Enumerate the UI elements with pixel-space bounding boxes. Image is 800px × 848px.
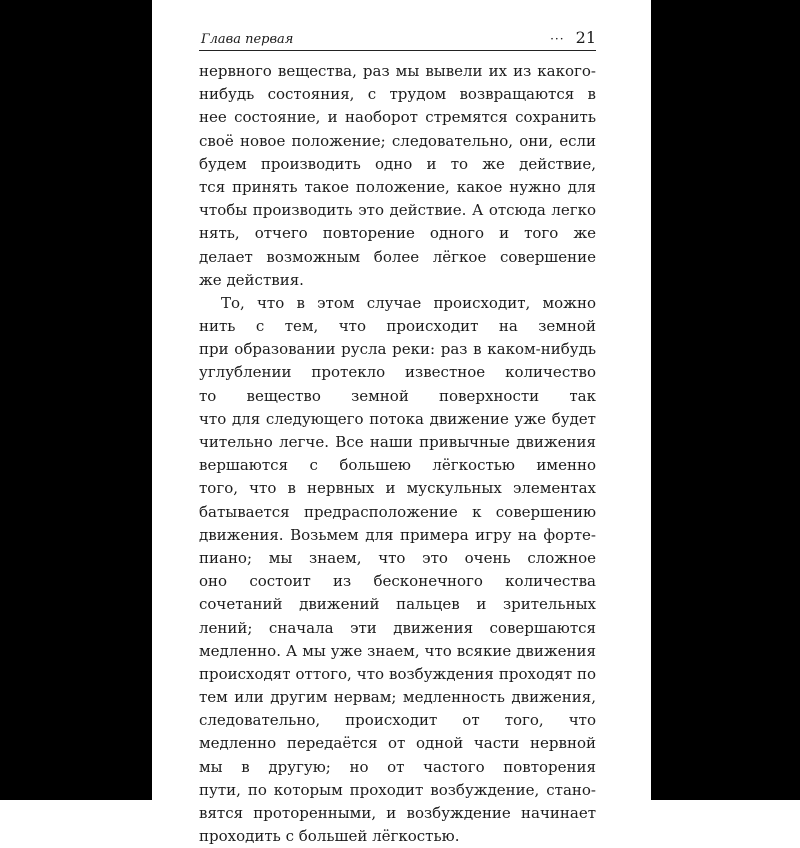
text-line: углублении протекло известное количество [199, 363, 596, 382]
text-line: сочетаний движений пальцев и зрительных [199, 595, 596, 614]
text-line: проходить с большей лёгкостью. [199, 827, 460, 846]
text-line: оно состоит из бесконечного количества [199, 572, 596, 591]
page-edge-left [0, 0, 152, 800]
text-line: делает возможным более лёгкое совершение [199, 247, 596, 266]
page-number-group [550, 28, 596, 47]
paragraph [199, 60, 596, 292]
text-line: нять, отчего повторение одного и того же [199, 224, 596, 243]
text-line: же действия. [199, 270, 304, 289]
page-edge-right [651, 0, 800, 800]
text-line: нервного вещества, раз мы вывели их из какого- [199, 62, 596, 80]
text-line: нее состояние, и наоборот стремятся сохранить [199, 108, 596, 127]
text-line: чительно легче. Все наши привычные движения [199, 433, 596, 452]
text-line: батывается предрасположение к совершению [199, 502, 596, 521]
text-line: тся принять такое положение, какое нужно для [199, 177, 596, 196]
text-line: своё новое положение; следовательно, они, если [199, 131, 596, 150]
text-line: происходят оттого, что возбуждения проходят по [199, 664, 596, 683]
text-line: То, что в этом случае происходит, можно [221, 293, 596, 312]
text-line: нибудь состояния, с трудом возвращаются в [199, 85, 596, 104]
text-line: тем или другим нервам; медленность движения, [199, 688, 596, 707]
text-line: движения. Возьмем для примера игру на форте- [199, 525, 596, 544]
book-page [152, 0, 651, 846]
text-line: медленно передаётся от одной части нервной [199, 734, 596, 753]
text-line: будем производить одно и то же действие, [199, 154, 596, 173]
text-line: при образовании русла реки: раз в каком-нибудь [199, 340, 596, 359]
text-line: пути, по которым проходит возбуждение, стано- [199, 780, 596, 799]
running-head [199, 28, 596, 51]
text-line: пиано; мы знаем, что это очень сложное [199, 548, 596, 567]
text-line: чтобы производить это действие. А отсюда легко [199, 201, 596, 220]
text-line: то вещество земной поверхности так [199, 386, 596, 405]
text-line: что для следующего потока движение уже будет [199, 409, 596, 428]
text-line: вершаются с большею лёгкостью именно [199, 456, 596, 475]
page-number: 21 [575, 28, 596, 47]
text-line: мы в другую; но от частого повторения [199, 757, 596, 776]
chapter-title: Глава первая [201, 32, 294, 47]
paragraph [199, 292, 596, 848]
text-line: того, что в нервных и мускульных элементах [199, 479, 596, 498]
ellipsis-ornament: ··· [550, 32, 565, 46]
text-line: следовательно, происходит от того, что [199, 711, 596, 730]
text-line: медленно. А мы уже знаем, что всякие движения [199, 641, 596, 660]
text-line: нить с тем, что происходит на земной [199, 317, 596, 336]
text-line: вятся проторенными, и возбуждение начинает [199, 804, 596, 823]
body-text [199, 60, 596, 848]
text-line: лений; сначала эти движения совершаются [199, 618, 596, 637]
